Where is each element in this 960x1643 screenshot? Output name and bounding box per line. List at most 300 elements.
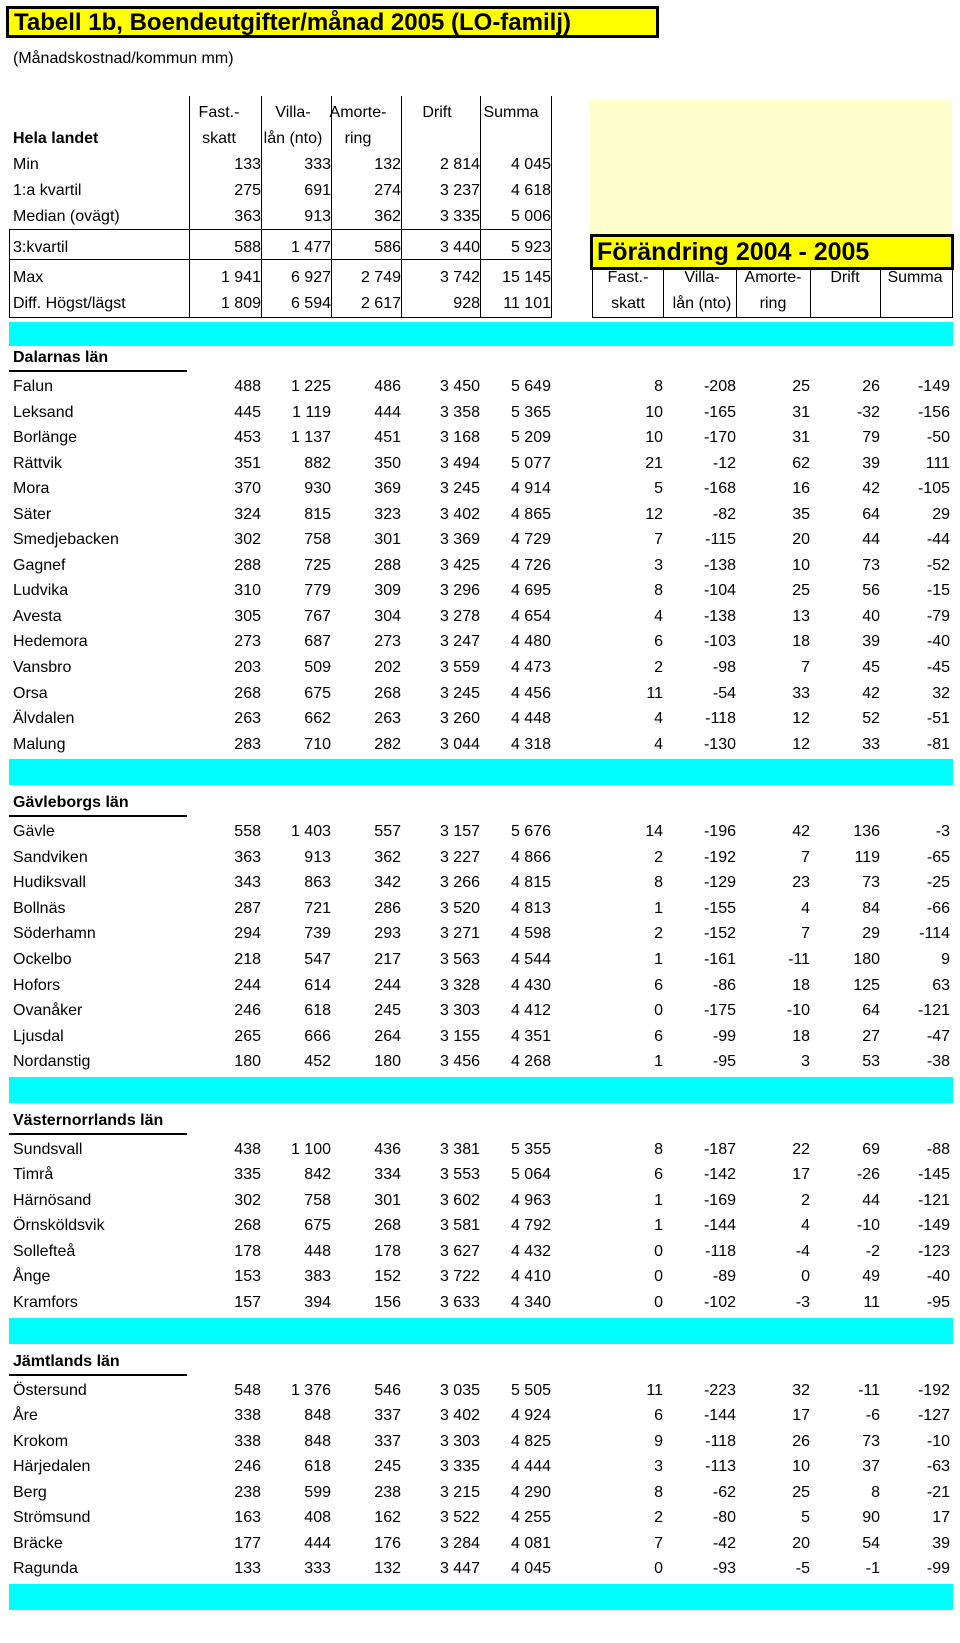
change-value: 64 xyxy=(862,506,880,523)
cell-value: 444 xyxy=(304,1535,331,1552)
change-value: 5 xyxy=(801,1509,810,1526)
row-label: 3:kvartil xyxy=(13,239,69,256)
cell-value: 863 xyxy=(304,874,331,891)
municipality-name: Leksand xyxy=(13,404,74,421)
change-value: 54 xyxy=(862,1535,880,1552)
cell-value: 263 xyxy=(234,710,261,727)
change-value: 73 xyxy=(862,557,880,574)
cell-value: 3 494 xyxy=(439,455,480,472)
change-value: 180 xyxy=(853,951,880,968)
cell-value: 3 157 xyxy=(439,823,480,840)
cell-value: 687 xyxy=(304,633,331,650)
cell-value: 274 xyxy=(374,182,401,199)
cell-value: 4 865 xyxy=(510,506,551,523)
municipality-name: Avesta xyxy=(13,608,62,625)
cell-value: 3 035 xyxy=(439,1382,480,1399)
change-value: 25 xyxy=(792,1484,810,1501)
municipality-name: Hofors xyxy=(13,977,61,994)
cell-value: 3 303 xyxy=(439,1002,480,1019)
change-value: -15 xyxy=(926,582,950,599)
change-header-row-1 xyxy=(0,265,960,291)
cell-value: 4 792 xyxy=(510,1217,551,1234)
table-row xyxy=(0,1024,960,1050)
municipality-name: Härnösand xyxy=(13,1192,92,1209)
cell-value: 4 825 xyxy=(510,1433,551,1450)
cell-value: 6 927 xyxy=(290,269,331,286)
cell-value: 244 xyxy=(374,977,401,994)
table-row xyxy=(0,1556,960,1582)
change-value: 3 xyxy=(654,557,663,574)
cell-value: 3 520 xyxy=(439,900,480,917)
section-band xyxy=(9,759,953,785)
change-column-header: lån (nto) xyxy=(672,295,732,312)
municipality-name: Gagnef xyxy=(13,557,66,574)
cell-value: 618 xyxy=(304,1002,331,1019)
change-value: 6 xyxy=(654,977,663,994)
change-value: 1 xyxy=(654,1053,663,1070)
cell-value: 4 815 xyxy=(510,874,551,891)
change-value: 119 xyxy=(854,849,880,866)
change-value: 40 xyxy=(862,608,880,625)
change-value: 11 xyxy=(646,1382,663,1399)
table-row xyxy=(0,870,960,896)
change-value: 17 xyxy=(792,1407,810,1424)
change-value: -130 xyxy=(703,736,736,753)
cell-value: 5 077 xyxy=(510,455,551,472)
change-value: 21 xyxy=(645,455,663,472)
region-name: Västernorrlands län xyxy=(13,1111,164,1129)
table-row xyxy=(0,502,960,528)
change-value: 8 xyxy=(654,874,663,891)
change-value: 17 xyxy=(932,1509,950,1526)
hela-landet-label: Hela landet xyxy=(13,130,99,147)
change-value: 12 xyxy=(645,506,663,523)
cell-value: 4 963 xyxy=(510,1192,551,1209)
cell-value: 5 209 xyxy=(510,429,551,446)
change-value: 7 xyxy=(801,849,810,866)
cell-value: 350 xyxy=(374,455,401,472)
change-value: 90 xyxy=(862,1509,880,1526)
cell-value: 4 480 xyxy=(510,633,551,650)
cell-value: 3 402 xyxy=(439,506,480,523)
cell-value: 15 145 xyxy=(502,269,551,286)
cell-value: 3 335 xyxy=(439,1458,480,1475)
municipality-name: Borlänge xyxy=(13,429,78,446)
cell-value: 4 268 xyxy=(510,1053,551,1070)
cell-value: 4 695 xyxy=(510,582,551,599)
change-value: -155 xyxy=(703,900,736,917)
change-value: -121 xyxy=(917,1002,950,1019)
municipality-name: Berg xyxy=(13,1484,47,1501)
cell-value: 268 xyxy=(374,685,401,702)
cell-value: 362 xyxy=(374,849,401,866)
column-header: Fast.- xyxy=(198,104,240,121)
municipality-name: Ovanåker xyxy=(13,1002,83,1019)
change-value: -223 xyxy=(703,1382,736,1399)
cell-value: 4 456 xyxy=(510,685,551,702)
section-band xyxy=(9,1584,953,1610)
cell-value: 286 xyxy=(374,900,401,917)
change-value: -196 xyxy=(703,823,736,840)
cell-value: 245 xyxy=(374,1458,401,1475)
grid-line xyxy=(9,317,551,318)
change-value: -149 xyxy=(917,378,950,395)
change-value: -10 xyxy=(856,1217,880,1234)
change-value: -127 xyxy=(917,1407,950,1424)
change-title: Förändring 2004 - 2005 xyxy=(590,234,954,270)
change-value: 0 xyxy=(654,1002,663,1019)
cell-value: 5 923 xyxy=(510,239,551,256)
municipality-name: Ljusdal xyxy=(13,1028,64,1045)
cell-value: 338 xyxy=(234,1433,261,1450)
table-row xyxy=(0,845,960,871)
table-row xyxy=(0,1378,960,1404)
change-value: -192 xyxy=(703,849,736,866)
cell-value: 758 xyxy=(304,1192,331,1209)
table-row xyxy=(0,1290,960,1316)
change-value: -129 xyxy=(703,874,736,891)
change-value: -26 xyxy=(856,1166,880,1183)
municipality-name: Strömsund xyxy=(13,1509,91,1526)
change-value: -65 xyxy=(926,849,950,866)
change-value: 63 xyxy=(932,977,950,994)
cell-value: 293 xyxy=(374,925,401,942)
cell-value: 333 xyxy=(304,156,331,173)
change-value: -123 xyxy=(917,1243,950,1260)
cell-value: 4 081 xyxy=(510,1535,551,1552)
cell-value: 202 xyxy=(374,659,401,676)
change-value: 20 xyxy=(792,531,810,548)
table-row xyxy=(0,1162,960,1188)
cell-value: 133 xyxy=(234,1560,261,1577)
change-column-header: Drift xyxy=(830,269,860,286)
municipality-name: Härjedalen xyxy=(13,1458,91,1475)
change-value: -54 xyxy=(712,685,736,702)
change-value: -89 xyxy=(712,1268,736,1285)
cell-value: 4 410 xyxy=(510,1268,551,1285)
change-value: -118 xyxy=(705,710,736,727)
cell-value: 675 xyxy=(304,1217,331,1234)
cell-value: 4 473 xyxy=(510,659,551,676)
row-label: Median (ovägt) xyxy=(13,208,120,225)
cell-value: 453 xyxy=(234,429,261,446)
cell-value: 246 xyxy=(234,1458,261,1475)
cell-value: 163 xyxy=(234,1509,261,1526)
change-value: -32 xyxy=(856,404,880,421)
cell-value: 3 402 xyxy=(439,1407,480,1424)
municipality-name: Krokom xyxy=(13,1433,69,1450)
change-value: 7 xyxy=(801,925,810,942)
change-value: 6 xyxy=(654,1166,663,1183)
change-value: -3 xyxy=(795,1294,810,1311)
change-value: -42 xyxy=(712,1535,736,1552)
municipality-name: Bollnäs xyxy=(13,900,66,917)
cell-value: 842 xyxy=(304,1166,331,1183)
change-value: 8 xyxy=(871,1484,880,1501)
table-row xyxy=(0,819,960,845)
cell-value: 176 xyxy=(374,1535,401,1552)
municipality-name: Sollefteå xyxy=(13,1243,76,1260)
change-value: -115 xyxy=(705,531,736,548)
cell-value: 3 447 xyxy=(439,1560,480,1577)
change-value: -12 xyxy=(712,455,736,472)
column-header: ring xyxy=(344,130,372,147)
cell-value: 3 044 xyxy=(439,736,480,753)
cell-value: 11 101 xyxy=(503,295,551,312)
table-row xyxy=(0,732,960,758)
change-value: -161 xyxy=(703,951,736,968)
change-value: 20 xyxy=(792,1535,810,1552)
cell-value: 5 676 xyxy=(510,823,551,840)
cell-value: 324 xyxy=(234,506,261,523)
cell-value: 4 729 xyxy=(510,531,551,548)
cell-value: 177 xyxy=(234,1535,261,1552)
change-value: 73 xyxy=(862,1433,880,1450)
table-row xyxy=(0,527,960,553)
change-value: -1 xyxy=(865,1560,880,1577)
cell-value: 180 xyxy=(234,1053,261,1070)
cell-value: 4 924 xyxy=(510,1407,551,1424)
cell-value: 310 xyxy=(234,582,261,599)
change-value: 44 xyxy=(862,1192,880,1209)
cell-value: 3 168 xyxy=(439,429,480,446)
cell-value: 3 381 xyxy=(439,1141,480,1158)
change-value: 39 xyxy=(932,1535,950,1552)
cell-value: 5 006 xyxy=(510,208,551,225)
cell-value: 4 618 xyxy=(510,182,551,199)
column-header xyxy=(397,126,477,152)
change-value: 25 xyxy=(792,582,810,599)
cell-value: 3 602 xyxy=(439,1192,480,1209)
cell-value: 162 xyxy=(374,1509,401,1526)
change-value: 12 xyxy=(792,710,810,727)
cell-value: 5 355 xyxy=(510,1141,551,1158)
grid-line xyxy=(810,268,811,318)
table-row xyxy=(0,400,960,426)
grid-line xyxy=(952,268,953,318)
cell-value: 323 xyxy=(374,506,401,523)
change-value: 33 xyxy=(862,736,880,753)
change-value: 0 xyxy=(654,1268,663,1285)
municipality-name: Ockelbo xyxy=(13,951,72,968)
municipality-name: Smedjebacken xyxy=(13,531,119,548)
change-value: -44 xyxy=(926,531,950,548)
cell-value: 5 365 xyxy=(510,404,551,421)
cell-value: 739 xyxy=(304,925,331,942)
column-header: Amorte- xyxy=(329,104,387,121)
table-row xyxy=(0,553,960,579)
municipality-name: Bräcke xyxy=(13,1535,63,1552)
change-value: 26 xyxy=(862,378,880,395)
change-value: -149 xyxy=(917,1217,950,1234)
cell-value: 3 271 xyxy=(439,925,480,942)
cell-value: 369 xyxy=(374,480,401,497)
change-value: -47 xyxy=(926,1028,950,1045)
cell-value: 3 742 xyxy=(439,269,480,286)
change-value: 11 xyxy=(646,685,663,702)
cell-value: 3 581 xyxy=(439,1217,480,1234)
change-value: -104 xyxy=(703,582,736,599)
cell-value: 394 xyxy=(304,1294,331,1311)
region-underline xyxy=(9,1133,187,1135)
cell-value: 662 xyxy=(304,710,331,727)
change-value: 6 xyxy=(654,633,663,650)
table-row xyxy=(0,1264,960,1290)
cell-value: 217 xyxy=(374,951,401,968)
change-column-header: ring xyxy=(759,295,787,312)
grid-line xyxy=(9,229,551,230)
municipality-name: Kramfors xyxy=(13,1294,78,1311)
change-value: 2 xyxy=(654,1509,663,1526)
cell-value: 710 xyxy=(304,736,331,753)
cell-value: 244 xyxy=(234,977,261,994)
municipality-name: Malung xyxy=(13,736,66,753)
change-value: -6 xyxy=(865,1407,880,1424)
table-row xyxy=(0,706,960,732)
cell-value: 238 xyxy=(374,1484,401,1501)
change-value: -11 xyxy=(788,951,810,968)
change-value: 3 xyxy=(654,1458,663,1475)
cell-value: 337 xyxy=(374,1433,401,1450)
cell-value: 3 303 xyxy=(439,1433,480,1450)
change-value: 8 xyxy=(654,378,663,395)
change-column-header: Summa xyxy=(887,269,943,286)
cell-value: 3 335 xyxy=(439,208,480,225)
change-value: -51 xyxy=(926,710,950,727)
cell-value: 930 xyxy=(304,480,331,497)
change-value: 25 xyxy=(792,378,810,395)
cell-value: 338 xyxy=(234,1407,261,1424)
cell-value: 2 617 xyxy=(360,295,401,312)
cell-value: 4 412 xyxy=(510,1002,551,1019)
cell-value: 691 xyxy=(304,182,331,199)
cell-value: 913 xyxy=(304,849,331,866)
cell-value: 488 xyxy=(234,378,261,395)
row-label: Diff. Högst/lägst xyxy=(13,295,126,312)
municipality-name: Älvdalen xyxy=(13,710,75,727)
change-value: 29 xyxy=(932,506,950,523)
table-row xyxy=(0,1480,960,1506)
cell-value: 283 xyxy=(234,736,261,753)
change-value: 1 xyxy=(654,951,663,968)
cell-value: 5 505 xyxy=(510,1382,551,1399)
cell-value: 4 544 xyxy=(510,951,551,968)
change-value: -40 xyxy=(926,1268,950,1285)
cell-value: 309 xyxy=(374,582,401,599)
grid-line xyxy=(592,268,593,318)
cell-value: 3 328 xyxy=(439,977,480,994)
table-row xyxy=(0,451,960,477)
cell-value: 180 xyxy=(374,1053,401,1070)
change-value: -10 xyxy=(926,1433,950,1450)
change-value: 16 xyxy=(792,480,810,497)
cell-value: 305 xyxy=(234,608,261,625)
change-value: 125 xyxy=(853,977,880,994)
municipality-name: Säter xyxy=(13,506,52,523)
cell-value: 302 xyxy=(234,1192,261,1209)
change-value: -21 xyxy=(926,1484,950,1501)
table-row xyxy=(0,1239,960,1265)
cell-value: 362 xyxy=(374,208,401,225)
table-row xyxy=(0,374,960,400)
change-value: -50 xyxy=(926,429,950,446)
cell-value: 3 227 xyxy=(439,849,480,866)
change-value: -187 xyxy=(703,1141,736,1158)
section-band xyxy=(9,1318,953,1344)
change-value: 42 xyxy=(862,480,880,497)
change-value: 33 xyxy=(792,685,810,702)
change-column-header: Amorte- xyxy=(744,269,802,286)
cell-value: 301 xyxy=(374,1192,401,1209)
change-value: -118 xyxy=(705,1243,736,1260)
change-value: 6 xyxy=(654,1028,663,1045)
cell-value: 282 xyxy=(374,736,401,753)
table-row xyxy=(0,1454,960,1480)
change-value: -208 xyxy=(703,378,736,395)
table-row xyxy=(0,476,960,502)
municipality-name: Östersund xyxy=(13,1382,87,1399)
cell-value: 452 xyxy=(304,1053,331,1070)
change-value: 9 xyxy=(654,1433,663,1450)
change-value: 11 xyxy=(863,1294,880,1311)
change-value: -192 xyxy=(917,1382,950,1399)
cell-value: 509 xyxy=(304,659,331,676)
change-value: -62 xyxy=(712,1484,736,1501)
change-value: 10 xyxy=(645,404,663,421)
cell-value: 444 xyxy=(374,404,401,421)
change-value: -79 xyxy=(926,608,950,625)
change-value: 42 xyxy=(862,685,880,702)
cell-value: 335 xyxy=(234,1166,261,1183)
change-value: -170 xyxy=(703,429,736,446)
change-value: -81 xyxy=(926,736,950,753)
change-value: 45 xyxy=(862,659,880,676)
table-row xyxy=(0,973,960,999)
change-value: -152 xyxy=(703,925,736,942)
cell-value: 3 450 xyxy=(439,378,480,395)
cell-value: 4 813 xyxy=(510,900,551,917)
change-value: 8 xyxy=(654,1484,663,1501)
change-value: -80 xyxy=(712,1509,736,1526)
change-value: -121 xyxy=(917,1192,950,1209)
cell-value: 6 594 xyxy=(290,295,331,312)
change-value: 8 xyxy=(654,1141,663,1158)
column-header: lån (nto) xyxy=(263,130,323,147)
change-value: 56 xyxy=(862,582,880,599)
cell-value: 4 430 xyxy=(510,977,551,994)
change-value: 7 xyxy=(801,659,810,676)
cell-value: 4 318 xyxy=(510,736,551,753)
grid-line xyxy=(592,317,953,318)
cell-value: 133 xyxy=(234,156,261,173)
change-value: 2 xyxy=(801,1192,810,1209)
change-column-header: skatt xyxy=(611,295,645,312)
cell-value: 486 xyxy=(374,378,401,395)
change-value: 2 xyxy=(654,659,663,676)
change-value: 27 xyxy=(862,1028,880,1045)
change-value: -66 xyxy=(926,900,950,917)
change-value: 49 xyxy=(862,1268,880,1285)
change-value: -113 xyxy=(705,1458,736,1475)
municipality-name: Gävle xyxy=(13,823,55,840)
cell-value: 4 340 xyxy=(510,1294,551,1311)
cell-value: 3 247 xyxy=(439,633,480,650)
change-value: 3 xyxy=(801,1053,810,1070)
change-value: 7 xyxy=(654,1535,663,1552)
cell-value: 618 xyxy=(304,1458,331,1475)
cell-value: 3 284 xyxy=(439,1535,480,1552)
cell-value: 445 xyxy=(234,404,261,421)
